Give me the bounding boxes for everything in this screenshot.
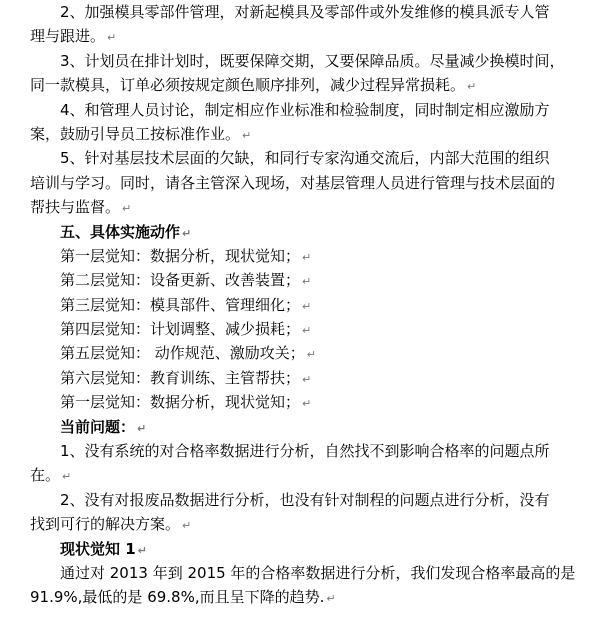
awareness-item-text: 第一层觉知：数据分析，现状觉知； — [60, 393, 301, 412]
paragraph-2-line-2-text: 理与跟进。 — [30, 27, 106, 46]
paragraph-mark-icon: ↵ — [62, 470, 72, 484]
paragraph-2-line-1: 2、加强模具零部件管理，对新起模具及零部件或外发维修的模具派专人管 — [60, 3, 550, 21]
paragraph-mark-icon: ↵ — [107, 31, 117, 45]
awareness-item-6 — [30, 366, 590, 390]
paragraph-mark-icon: ↵ — [137, 421, 147, 435]
awareness-item-text: 第四层觉知：计划调整、减少损耗； — [60, 320, 301, 339]
problem-2-line-1: 2、没有对报废品数据进行分析，也没有针对制程的问题点进行分析，没有 — [60, 490, 550, 509]
awareness-item-4 — [30, 317, 590, 341]
paragraph-3-line-2 — [30, 73, 590, 97]
paragraph-mark-icon: ↵ — [326, 592, 336, 606]
problems-heading-text: 当前问题： — [60, 417, 136, 436]
paragraph-5-line-3-text: 帮扶与监督。 — [30, 198, 121, 217]
paragraph-5-line-3 — [30, 195, 590, 219]
problem-1-line-2-text: 在。 — [30, 466, 61, 485]
paragraph-mark-icon: ↵ — [467, 80, 477, 94]
paragraph-mark-icon: ↵ — [242, 128, 252, 142]
awareness-item-5 — [30, 341, 590, 365]
awareness-item-text: 第五层觉知： 动作规范、激励攻关； — [60, 344, 305, 363]
paragraph-5-line-2: 培训与学习。同时，请各主管深入现场，对基层管理人员进行管理与技术层面的 — [30, 173, 556, 192]
paragraph-mark-icon: ↵ — [302, 250, 312, 264]
status-text-line-1: 通过对 2013 年到 2015 年的合格率数据进行分析，我们发现合格率最高的是 — [60, 563, 576, 582]
awareness-item-text: 第一层觉知：数据分析，现状觉知； — [60, 246, 301, 265]
problem-2-line-2 — [30, 512, 590, 536]
status-text-line-2-text: 91.9%,最低的是 69.8%,而且呈下降的趋势. — [30, 588, 325, 607]
paragraph-mark-icon: ↵ — [122, 202, 132, 216]
paragraph-mark-icon: ↵ — [182, 519, 192, 533]
paragraph-4-line-1: 4、和管理人员讨论，制定相应作业标准和检验制度，同时制定相应激励方 — [60, 100, 550, 119]
document-body — [30, 0, 590, 610]
problems-heading — [30, 415, 590, 439]
paragraph-mark-icon: ↵ — [302, 397, 312, 411]
problem-1-line-1: 1、没有系统的对合格率数据进行分析，自然找不到影响合格率的问题点所 — [60, 442, 550, 461]
paragraph-mark-icon: ↵ — [302, 372, 312, 386]
status-heading — [30, 537, 590, 561]
paragraph-mark-icon: ↵ — [306, 348, 316, 362]
status-heading-text: 现状觉知 1 — [60, 539, 136, 558]
awareness-item-1 — [30, 244, 590, 268]
section-heading — [30, 220, 590, 244]
paragraph-3-line-2-text: 同一款模具，订单必须按规定颜色顺序排列，减少过程异常损耗。 — [30, 76, 466, 95]
paragraph-mark-icon: ↵ — [302, 324, 312, 338]
paragraph-5-line-1: 5、针对基层技术层面的欠缺，和同行专家沟通交流后，内部大范围的组织 — [60, 149, 550, 168]
paragraph-3-line-1: 3、计划员在排计划时，既要保障交期，又要保障品质。尽量减少换模时间， — [60, 51, 565, 70]
awareness-item-2 — [30, 268, 590, 292]
paragraph-mark-icon: ↵ — [137, 543, 147, 557]
paragraph-mark-icon: ↵ — [302, 275, 312, 289]
paragraph-mark-icon: ↵ — [302, 299, 312, 313]
status-text-line-2 — [30, 585, 590, 609]
awareness-item-3 — [30, 293, 590, 317]
paragraph-mark-icon: ↵ — [182, 226, 192, 240]
awareness-item-text: 第六层觉知：教育训练、主管帮扶； — [60, 368, 301, 387]
problem-2-line-2-text: 找到可行的解决方案。 — [30, 515, 181, 534]
paragraph-2-line-2 — [30, 24, 590, 48]
section-heading-text: 五、具体实施动作 — [60, 222, 181, 241]
awareness-item-text: 第二层觉知：设备更新、改善装置； — [60, 271, 301, 290]
problem-1-line-2 — [30, 463, 590, 487]
paragraph-4-line-2 — [30, 122, 590, 146]
awareness-item-7 — [30, 390, 590, 414]
paragraph-4-line-2-text: 案，鼓励引导员工按标准作业。 — [30, 124, 241, 143]
awareness-item-text: 第三层觉知：模具部件、管理细化； — [60, 295, 301, 314]
